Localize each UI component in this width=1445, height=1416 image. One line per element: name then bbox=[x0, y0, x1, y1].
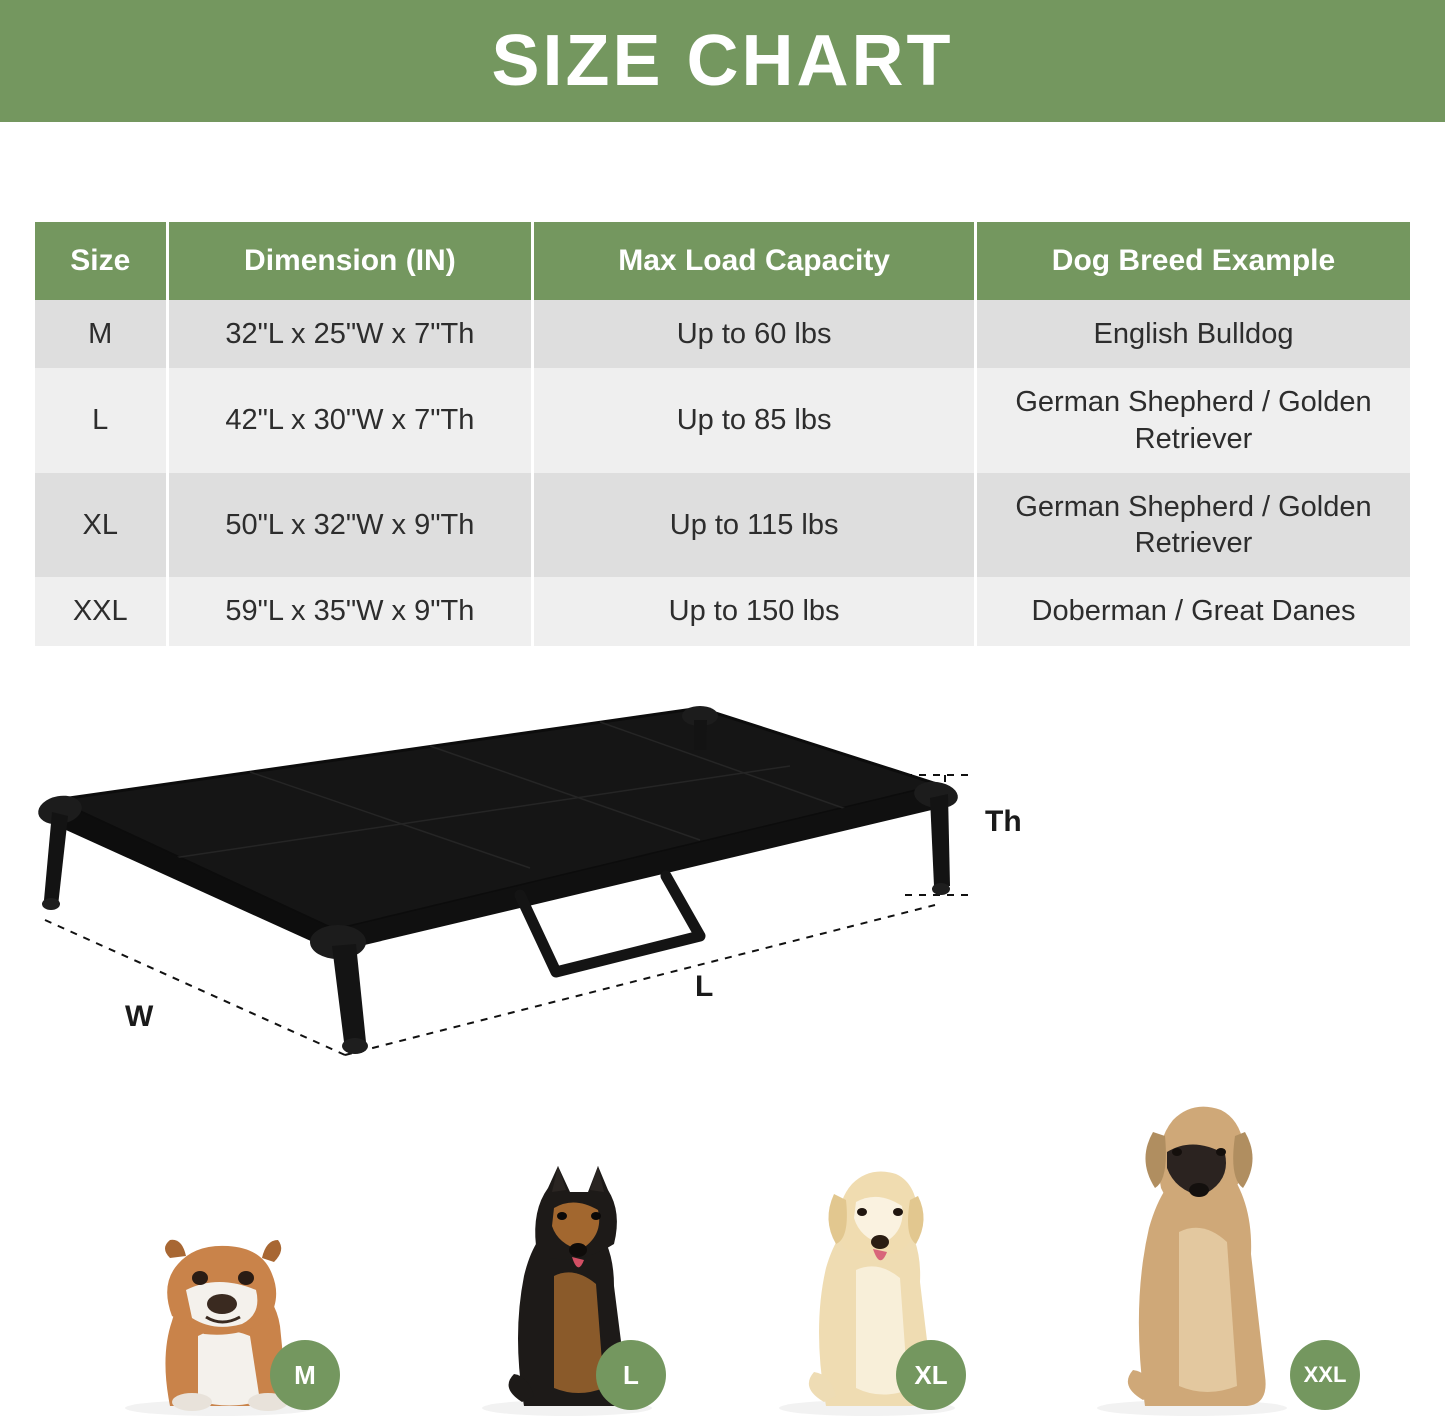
page-title: SIZE CHART bbox=[491, 21, 954, 101]
cell-dimension: 42"L x 30"W x 7"Th bbox=[167, 368, 533, 473]
column-header-size: Size bbox=[35, 222, 167, 300]
column-header-dimension: Dimension (IN) bbox=[167, 222, 533, 300]
cell-dimension: 59"L x 35"W x 9"Th bbox=[167, 577, 533, 645]
product-diagram bbox=[0, 690, 1100, 1090]
cell-size: XL bbox=[35, 473, 167, 578]
cell-max-load: Up to 115 lbs bbox=[533, 473, 976, 578]
cell-size: XXL bbox=[35, 577, 167, 645]
cell-max-load: Up to 85 lbs bbox=[533, 368, 976, 473]
size-badge-m: M bbox=[270, 1340, 340, 1410]
cell-size: M bbox=[35, 300, 167, 368]
table-row bbox=[35, 577, 1410, 645]
table-row bbox=[35, 368, 1410, 473]
page-header-banner bbox=[0, 0, 1445, 122]
cell-dimension: 50"L x 32"W x 9"Th bbox=[167, 473, 533, 578]
size-badge-xl: XL bbox=[896, 1340, 966, 1410]
table-header-row bbox=[35, 222, 1410, 300]
size-badge-l: L bbox=[596, 1340, 666, 1410]
cell-breed: German Shepherd / Golden Retriever bbox=[976, 368, 1411, 473]
cell-dimension: 32"L x 25"W x 7"Th bbox=[167, 300, 533, 368]
size-chart-table bbox=[35, 222, 1410, 646]
dog-photo-great-dane bbox=[1075, 1056, 1310, 1416]
dog-breed-examples-row bbox=[0, 1040, 1445, 1416]
cell-max-load: Up to 150 lbs bbox=[533, 577, 976, 645]
column-header-max-load: Max Load Capacity bbox=[533, 222, 976, 300]
size-chart-table-wrapper bbox=[35, 222, 1410, 646]
cell-max-load: Up to 60 lbs bbox=[533, 300, 976, 368]
cell-breed: Doberman / Great Danes bbox=[976, 577, 1411, 645]
table-row bbox=[35, 473, 1410, 578]
cell-breed: English Bulldog bbox=[976, 300, 1411, 368]
elevated-bed-illustration bbox=[0, 690, 1100, 1090]
dimension-label-length: L bbox=[695, 970, 714, 1003]
cell-breed: German Shepherd / Golden Retriever bbox=[976, 473, 1411, 578]
column-header-breed: Dog Breed Example bbox=[976, 222, 1411, 300]
table-row bbox=[35, 300, 1410, 368]
size-badge-xxl: XXL bbox=[1290, 1340, 1360, 1410]
dimension-label-height: Th bbox=[985, 805, 1022, 838]
cell-size: L bbox=[35, 368, 167, 473]
dimension-label-width: W bbox=[125, 1000, 154, 1033]
